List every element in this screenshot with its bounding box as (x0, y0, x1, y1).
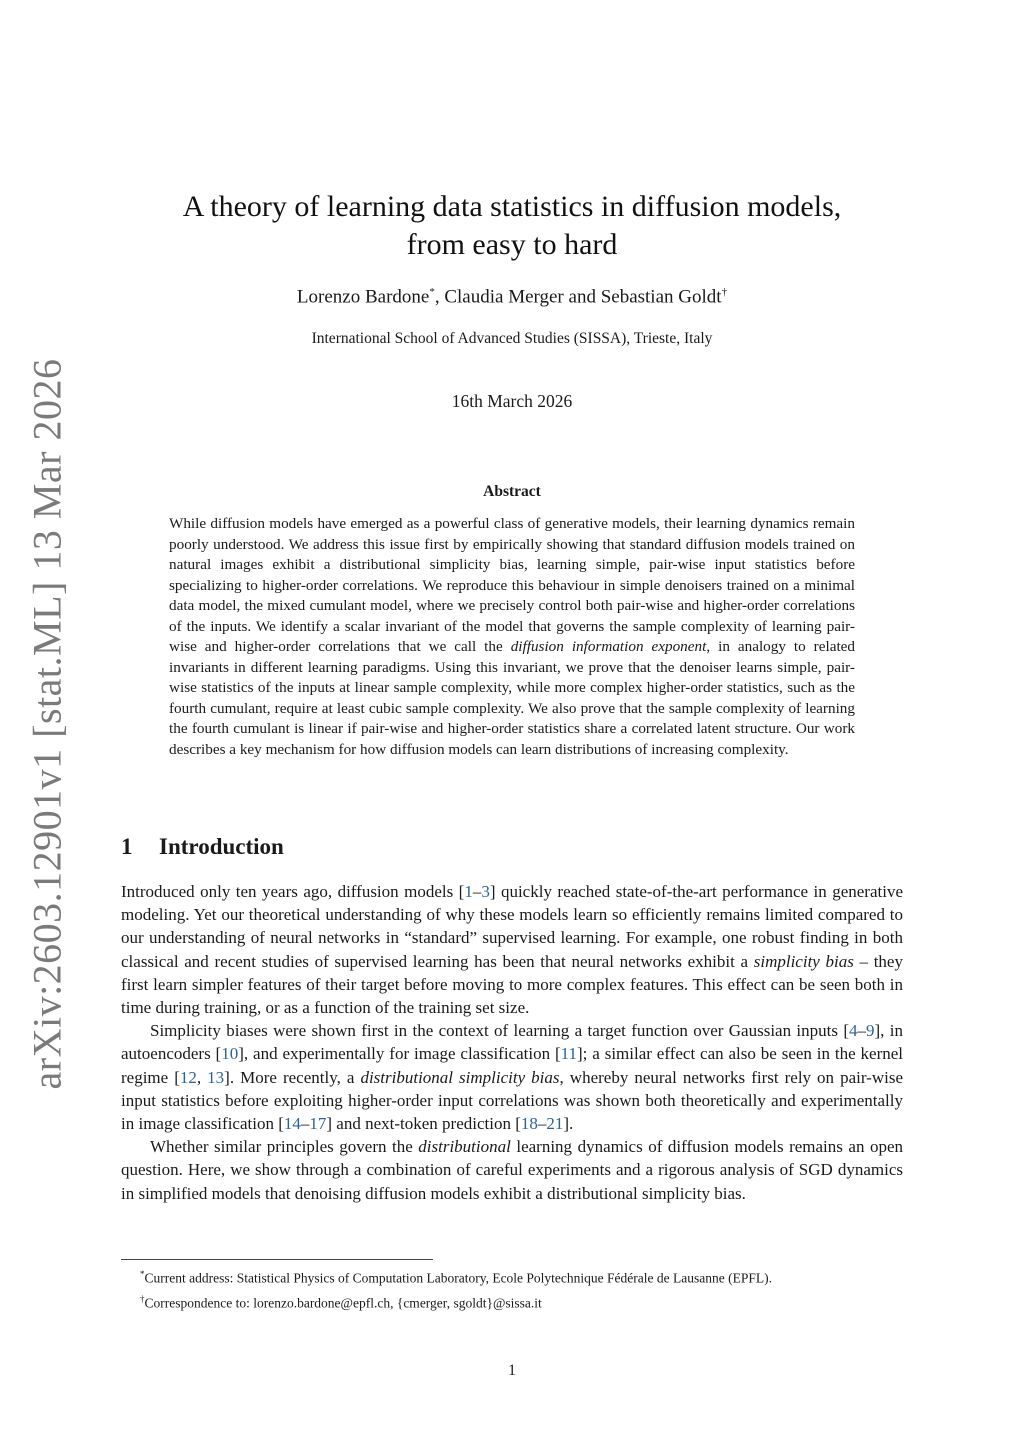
title-line-2: from easy to hard (406, 228, 618, 261)
citation-link[interactable]: 3 (481, 882, 490, 901)
author-1-footnote-mark: * (429, 286, 435, 298)
author-3: Sebastian Goldt (600, 286, 722, 308)
citation-dash: – (300, 1114, 310, 1134)
paper-title (120, 188, 904, 264)
footnote-1-text: Current address: Statistical Physics of Computation Laboratory, Ecole Polytechnique Fédérale de Lausanne (EPFL). (144, 1270, 772, 1286)
paragraph-text: – they first learn simpler features of their target before moving to more complex features. This effect can be seen both in time during training, or as a function of the training set size. (121, 951, 903, 1018)
footnote-divider (121, 1259, 433, 1260)
citation-dash: – (472, 882, 482, 901)
intro-paragraph-3 (121, 1135, 903, 1205)
citation-link[interactable]: 14 (283, 1114, 301, 1134)
citation-link[interactable]: 21 (546, 1114, 564, 1134)
emphasis-text: distributional (418, 1137, 511, 1157)
author-3-footnote-mark: † (721, 286, 728, 298)
author-list (120, 286, 904, 308)
paragraph-text: ], in autoencoders [ (121, 1021, 903, 1064)
paragraph-text: ], and experimentally for image classification [ (238, 1044, 561, 1064)
paragraph-text: Simplicity biases were shown first in the context of learning a target function over Gaussian inputs [ (150, 1021, 850, 1041)
abstract-body (169, 514, 855, 760)
abstract-text: , in analogy to related invariants in different learning paradigms. Using this invariant, we prove that the denoiser learns simple, pair-wise statistics of the inputs at linear sample complexity, while more complex higher-order statistics, such as the fourth cumulant, require at least cubic sample complexity. We also prove that the sample complexity of learning the fourth cumulant is linear if pair-wise and higher-order statistics share a correlated latent structure. Our work describes a key mechanism for how diffusion models can learn distributions of increasing complexity. (169, 638, 855, 758)
abstract-heading: Abstract (483, 483, 541, 500)
footnote-1 (140, 1264, 920, 1289)
paragraph-text: Whether similar principles govern the (150, 1137, 419, 1157)
emphasis-text: simplicity bias (753, 951, 854, 971)
citation-link[interactable]: 4 (849, 1021, 858, 1041)
affiliation: International School of Advanced Studies (SISSA), Trieste, Italy (311, 330, 713, 347)
intro-paragraph-1 (121, 880, 903, 1019)
citation-separator: , (196, 1067, 208, 1087)
citation-link[interactable]: 17 (309, 1114, 327, 1134)
footnote-2-text: Correspondence to: lorenzo.bardone@epfl.ch, {cmerger, sgoldt}@sissa.it (144, 1295, 542, 1310)
paragraph-text: ] quickly reached state-of-the-art performance in generative modeling. Yet our theoretical understanding of why these models learn so efficiently remains limited compared to our understanding of neural networks in “standard” supervised learning. For example, one robust finding in both classical and recent studies of supervised learning has been that neural networks exhibit a (121, 882, 903, 971)
section-heading (121, 834, 284, 860)
intro-paragraph-2 (121, 1019, 903, 1135)
paper-date: 16th March 2026 (451, 391, 573, 411)
paragraph-text: ] and next-token prediction [ (326, 1114, 521, 1134)
title-line-1: A theory of learning data statistics in diffusion models, (182, 190, 842, 223)
paragraph-text: Introduced only ten years ago, diffusion models [ (121, 882, 465, 901)
paragraph-text: ]. More recently, a (224, 1067, 361, 1087)
section-title: Introduction (159, 834, 284, 859)
footnote-2 (140, 1289, 920, 1314)
citation-dash: – (857, 1021, 867, 1041)
abstract-emphasis: diffusion information exponent (510, 638, 707, 655)
citation-link[interactable]: 12 (179, 1067, 197, 1087)
citation-dash: – (537, 1114, 547, 1134)
section-number: 1 (121, 834, 133, 859)
introduction-body (121, 880, 903, 1205)
footnote-1-mark: * (140, 1269, 145, 1279)
citation-link[interactable]: 11 (560, 1044, 578, 1064)
footnotes (140, 1264, 920, 1313)
paragraph-text: learning dynamics of diffusion models remains an open question. Here, we show through a combination of careful experiments and a rigorous analysis of SGD dynamics in simplified models that denoising diffusion models exhibit a distributional simplicity bias. (121, 1137, 903, 1203)
author-1: Lorenzo Bardone (296, 286, 430, 308)
author-separator-and: and (563, 286, 601, 308)
citation-link[interactable]: 1 (464, 882, 473, 901)
citation-link[interactable]: 18 (520, 1114, 538, 1134)
emphasis-text: distributional simplicity bias (360, 1067, 560, 1087)
arxiv-id-text: arXiv:2603.12901v1 [stat.ML] 13 Mar 2026 (24, 358, 70, 1090)
citation-link[interactable]: 9 (866, 1021, 875, 1041)
abstract-text: While diffusion models have emerged as a powerful class of generative models, their learning dynamics remain poorly understood. We address this issue first by empirically showing that standard diffusion models trained on natural images exhibit a distributional simplicity bias, learning simple, pair-wise input statistics before specializing to higher-order correlations. We reproduce this behaviour in simple denoisers trained on a minimal data model, the mixed cumulant model, where we precisely control both pair-wise and higher-order correlations of the inputs. We identify a scalar invariant of the model that governs the sample complexity of learning pair-wise and higher-order correlations that we call the (169, 515, 855, 655)
page-number: 1 (508, 1362, 516, 1379)
paragraph-text: , whereby neural networks first rely on pair-wise input statistics before exploiting higher-order input correlations was shown both theoretically and experimentally in image classification [ (121, 1067, 903, 1134)
paragraph-text: ]. (563, 1114, 574, 1134)
citation-link[interactable]: 10 (221, 1044, 239, 1064)
author-2: Claudia Merger (444, 286, 564, 308)
footnote-2-mark: † (140, 1293, 145, 1304)
author-separator: , (434, 286, 445, 308)
citation-link[interactable]: 13 (207, 1067, 225, 1087)
paragraph-text: ]; a similar effect can also be seen in the kernel regime [ (121, 1044, 904, 1087)
